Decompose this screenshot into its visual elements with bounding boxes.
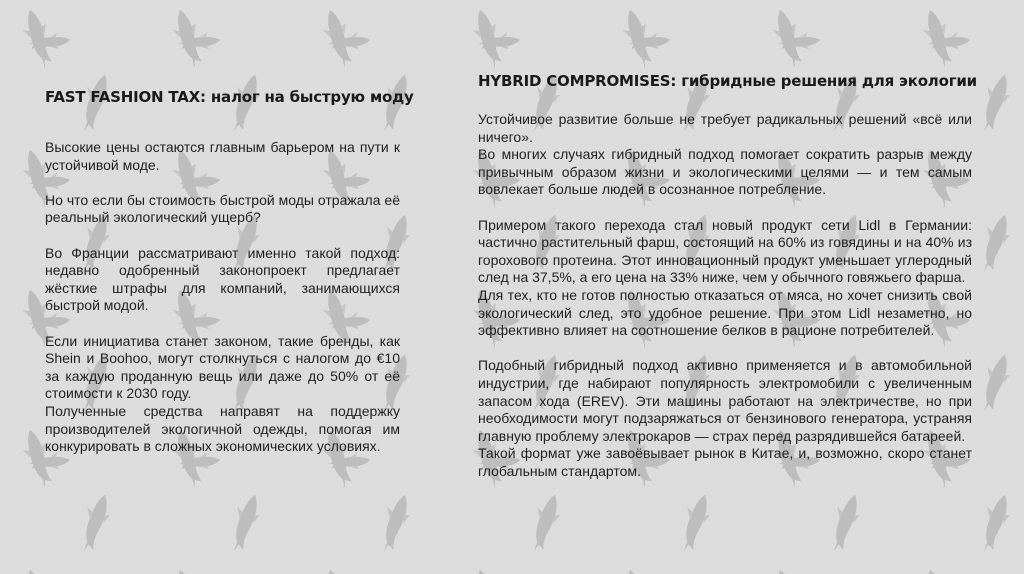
fast-fashion-tax-section (45, 88, 414, 456)
hybrid-compromises-heading: HYBRID COMPROMISES: гибридные решения для экологии (478, 72, 977, 90)
hybrid-compromises-section (478, 72, 977, 480)
left-paragraph-4: Если инициатива станет законом, такие бренды, как Shein и Boohoo, могут столкнуться с налогом до €10 за каждую проданную вещь или даже до 50% от её стоимости к 2030 году. (45, 332, 400, 402)
left-paragraph-1: Высокие цены остаются главным барьером на пути к устойчивой моде. (45, 139, 400, 173)
right-paragraph-2: Во многих случаях гибридный подход помогает сократить разрыв между привычным образом жизни и экологическими целями — и тем самым вовлекает больше людей в осознанное потребление. (478, 146, 972, 198)
right-paragraph-4: Для тех, кто не готов полностью отказаться от мяса, но хочет снизить свой экологический след, это удобное решение. При этом Lidl незаметно, но эффективно влияет на соотношение белков в рационе потребителей. (478, 286, 972, 339)
right-paragraph-6: Такой формат уже завоёвывает рынок в Китае, и, возможно, скоро станет глобальным стандартом. (478, 445, 972, 479)
right-paragraph-1: Устойчивое развитие больше не требует радикальных решений «всё или ничего». (478, 111, 972, 145)
fast-fashion-tax-heading: FAST FASHION TAX: налог на быструю моду (45, 88, 414, 106)
right-paragraph-3: Примером такого перехода стал новый продукт сети Lidl в Германии: частично растительный фарш, состоящий на 60% из говядины и на 40% из горохового протеина. Этот инновационный продукт уменьшает углеродный след на 37,5%, а его цена на 33% ниже, чем у обычного говяжьего фарша. (478, 216, 972, 286)
left-paragraph-5: Полученные средства направят на поддержку производителей экологичной одежды, помогая им конкурировать в сложных экономических условиях. (45, 402, 400, 455)
right-paragraph-5: Подобный гибридный подход активно применяется и в автомобильной индустрии, где набирают популярность электромобили с увеличенным запасом хода (EREV). Эти машины работают на электричестве, но при необходимости могут подзаряжаться от бензинового генератора, устраняя главную проблему электрокаров — страх перед разрядившейся батареей. (478, 357, 972, 444)
left-paragraph-2: Но что если бы стоимость быстрой моды отражала её реальный экологический ущерб? (45, 191, 400, 226)
left-paragraph-3: Во Франции рассматривают именно такой подход: недавно одобренный законопроект предлагает жёсткие штрафы для компаний, занимающихся быстрой модой. (45, 244, 400, 314)
